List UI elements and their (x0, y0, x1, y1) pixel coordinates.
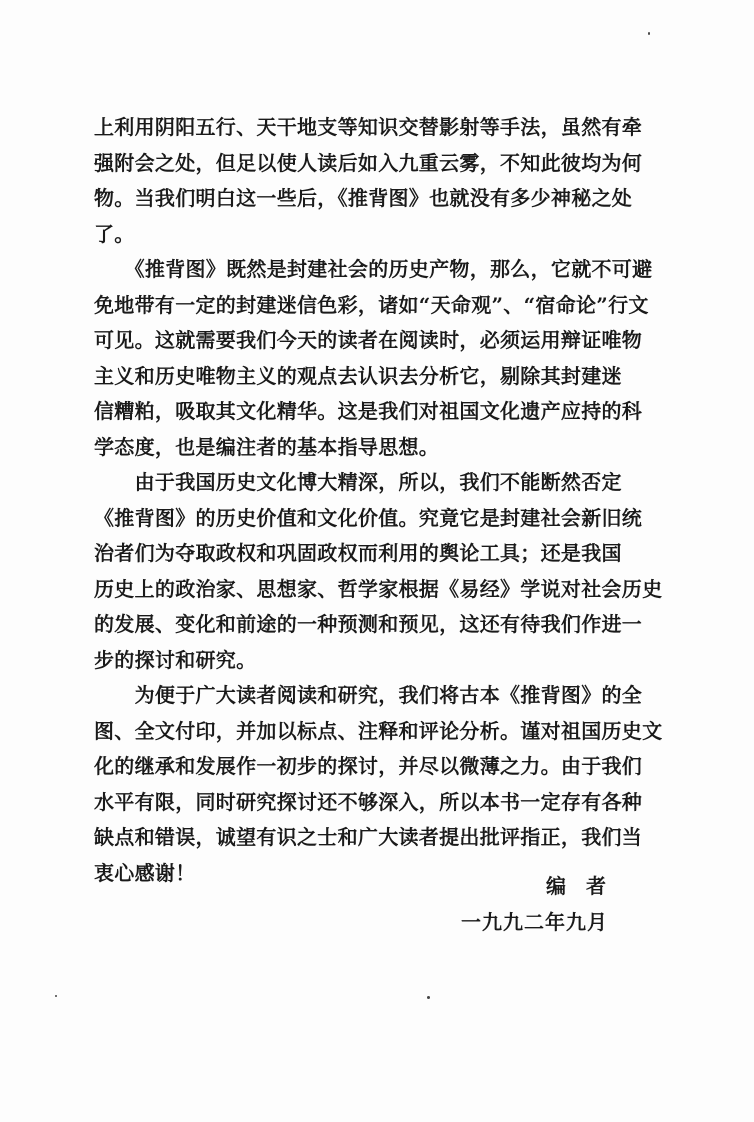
text-line: 图、全文付印，并加以标点、注释和评论分析。谨对祖国历史文 (94, 718, 663, 743)
text-line: 历史上的政治家、思想家、哲学家根据《易经》学说对社会历史 (94, 576, 663, 601)
scan-speck (55, 995, 57, 997)
text-line: 强附会之处，但足以使人读后如入九重云雾，不知此彼均为何 (94, 150, 643, 175)
text-line: 衷心感谢！ (94, 860, 196, 885)
text-line: 水平有限，同时研究探讨还不够深入，所以本书一定存有各种 (94, 789, 643, 814)
text-line: 了。 (94, 221, 135, 246)
scan-speck (648, 32, 650, 35)
text-line: 物。当我们明白这一些后，《推背图》也就没有多少神秘之处 (94, 186, 633, 210)
text-line: 信糟粕，吸取其文化精华。这是我们对祖国文化遗产应持的科 (94, 399, 643, 423)
text-line: 《推背图》的历史价值和文化价值。究竟它是封建社会新旧统 (94, 505, 643, 530)
text-line: 步的探讨和研究。 (94, 647, 257, 672)
text-line: 可见。这就需要我们今天的读者在阅读时，必须运用辩证唯物 (94, 328, 643, 352)
signature-date: 一九九二年九月 (461, 910, 608, 934)
text-line: 学态度，也是编注者的基本指导思想。 (94, 434, 440, 459)
text-line: 的发展、变化和前途的一种预测和预见，这还有待我们作进一 (94, 612, 643, 636)
text-line: 《推背图》既然是封建社会的历史产物，那么，它就不可避 (94, 257, 653, 281)
text-line: 上利用阴阳五行、天干地支等知识交替影射等手法，虽然有牵 (94, 115, 643, 139)
text-line: 缺点和错误，诚望有识之士和广大读者提出批评指正，我们当 (94, 825, 643, 849)
text-line: 化的继承和发展作一初步的探讨，并尽以微薄之力。由于我们 (94, 754, 643, 778)
scan-speck (427, 996, 430, 999)
text-line: 为便于广大读者阅读和研究，我们将古本《推背图》的全 (94, 683, 643, 707)
signature-block (461, 868, 626, 940)
text-line: 由于我国历史文化博大精深，所以，我们不能断然否定 (94, 470, 622, 494)
body-text (94, 110, 663, 891)
text-line: 免地带有一定的封建迷信色彩，诸如“天命观”、“宿命论”行文 (94, 292, 649, 317)
text-line: 治者们为夺取政权和巩固政权而利用的舆论工具；还是我国 (94, 541, 622, 565)
signature-author: 编者 (546, 874, 626, 898)
text-line: 主义和历史唯物主义的观点去认识去分析它，剔除其封建迷 (94, 363, 622, 388)
